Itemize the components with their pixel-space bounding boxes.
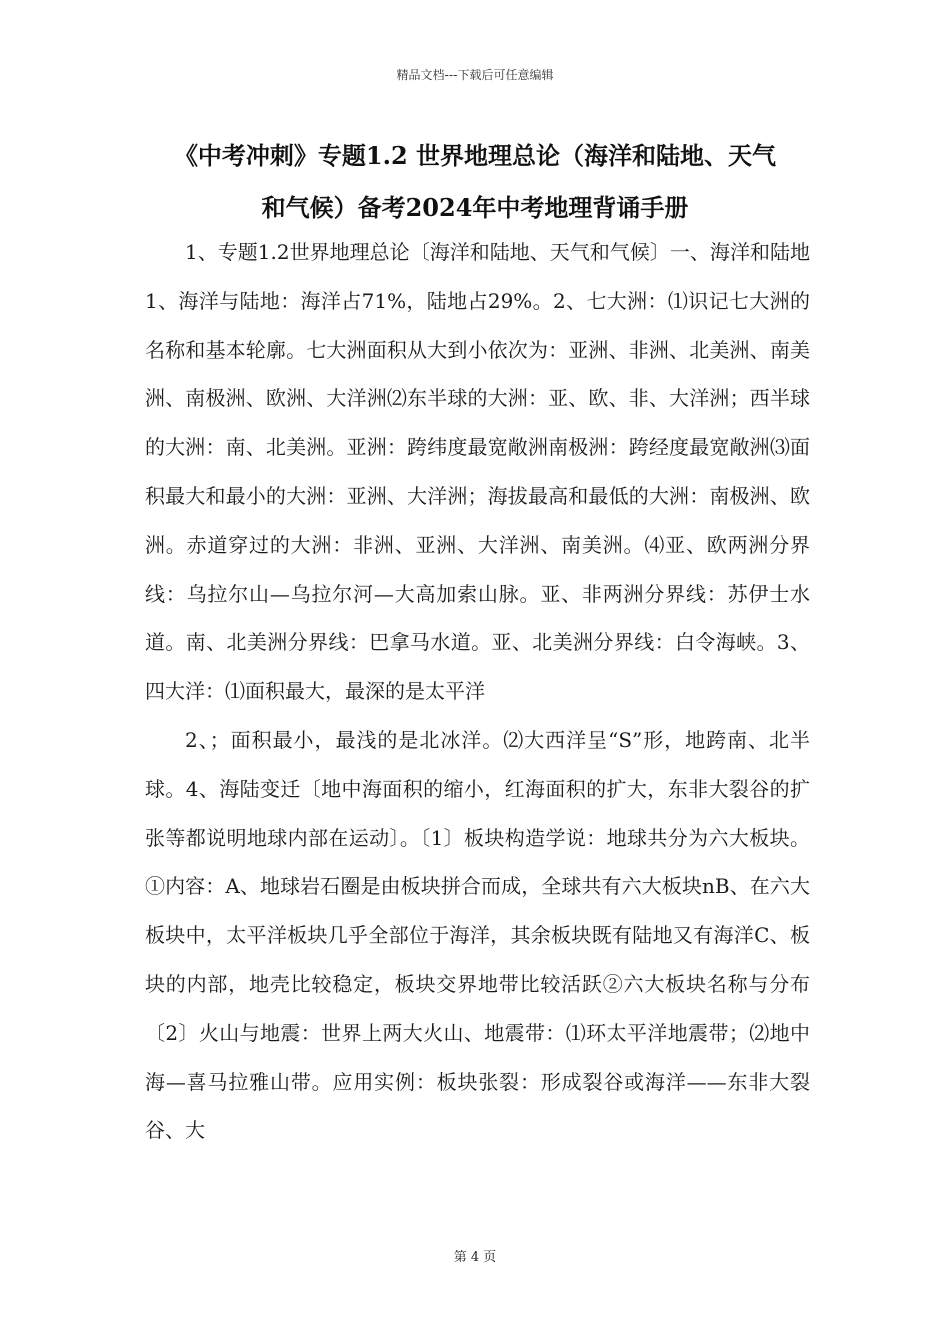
document-body xyxy=(145,228,810,1155)
body-paragraph: 1、专题1.2世界地理总论〔海洋和陆地、天气和气候〕一、海洋和陆地1、海洋与陆地：海洋占71%，陆地占29%。2、七大洲：⑴识记七大洲的名称和基本轮廓。七大洲面积从大到小依次为：亚洲、非洲、北美洲、南美洲、南极洲、欧洲、大洋洲⑵东半球的大洲：亚、欧、非、大洋洲；西半球的大洲：南、北美洲。亚洲：跨纬度最宽敞洲南极洲：跨经度最宽敞洲⑶面积最大和最小的大洲：亚洲、大洋洲；海拔最高和最低的大洲：南极洲、欧洲。赤道穿过的大洲：非洲、亚洲、大洋洲、南美洲。⑷亚、欧两洲分界线：乌拉尔山—乌拉尔河—大高加索山脉。亚、非两洲分界线：苏伊士水道。南、北美洲分界线：巴拿马水道。亚、北美洲分界线：白令海峡。3、四大洋：⑴面积最大，最深的是太平洋 xyxy=(145,240,810,704)
page-number: 第 4 页 xyxy=(453,1250,497,1265)
title-line-1: 《中考冲刺》专题1.2 世界地理总论（海洋和陆地、天气 xyxy=(173,141,777,170)
document-title xyxy=(145,130,805,234)
title-line-2: 和气候）备考2024年中考地理背诵手册 xyxy=(261,193,689,222)
page-header: 精品文档---下载后可任意编辑 xyxy=(396,68,554,82)
body-paragraph: 2、；面积最小，最浅的是北冰洋。⑵大西洋呈“S”形，地跨南、北半球。4、海陆变迁〔地中海面积的缩小，红海面积的扩大，东非大裂谷的扩张等都说明地球内部在运动〕。〔1〕板块构造学说：地球共分为六大板块。①内容：A、地球岩石圈是由板块拼合而成，全球共有六大板块nB、在六大板块中，太平洋板块几乎全部位于海洋，其余板块既有陆地又有海洋C、板块的内部，地壳比较稳定，板块交界地带比较活跃②六大板块名称与分布〔2〕火山与地震：世界上两大火山、地震带：⑴环太平洋地震带；⑵地中海—喜马拉雅山带。应用实例：板块张裂：形成裂谷或海洋——东非大裂谷、大 xyxy=(145,727,810,1143)
